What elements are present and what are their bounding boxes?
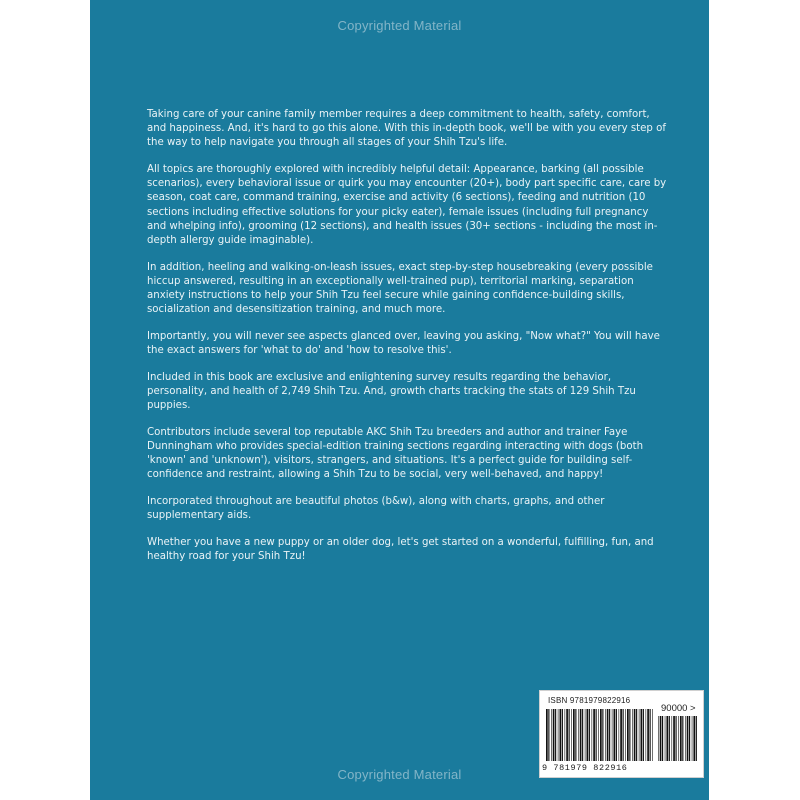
- blurb-paragraph: Contributors include several top reputable AKC Shih Tzu breeders and author and trainer Faye Dunningham who provides special-edition training sections regarding interacting with dogs (both 'known' and 'unknown'), visitors, strangers, and situations. It's a perfect guide for building self-confidence and restraint, allowing a Shih Tzu to be social, very well-behaved, and happy!: [147, 426, 644, 481]
- barcode-bar: [600, 709, 602, 761]
- barcode-bar: [687, 716, 689, 761]
- barcode-addon-bars: [658, 716, 698, 761]
- barcode-bar: [641, 709, 643, 761]
- barcode-bar: [546, 709, 548, 761]
- barcode-bar: [555, 709, 556, 761]
- barcode-bar: [593, 709, 595, 761]
- barcode-bar: [676, 716, 677, 761]
- barcode-bar: [614, 709, 616, 761]
- blurb-paragraph: Taking care of your canine family member requires a deep commitment to health, safety, comfort, and happiness. And, it's hard to go this alone. With this in-depth book, we'll be with you every step of the way to help navigate you through all stages of your Shih Tzu's life.: [147, 109, 666, 149]
- barcode-bar: [580, 709, 582, 761]
- barcode-bar: [571, 709, 572, 761]
- barcode-bar: [575, 709, 576, 761]
- barcode-bar: [623, 709, 624, 761]
- barcode-bar: [665, 716, 666, 761]
- barcode-bar: [647, 709, 649, 761]
- barcode-bar: [573, 709, 575, 761]
- barcode-bar: [585, 709, 586, 761]
- barcode-digits: 9 781979 822916: [542, 763, 628, 773]
- blurb-paragraph: Importantly, you will never see aspects glanced over, leaving you asking, "Now what?" You will have the exact answers for 'what to do' and 'how to resolve this'.: [147, 330, 660, 357]
- blurb-paragraph: Whether you have a new puppy or an older dog, let's get started on a wonderful, fulfilling, fun, and healthy road for your Shih Tzu!: [147, 536, 654, 562]
- watermark-bottom: Copyrighted Material: [337, 767, 462, 782]
- barcode-bar: [636, 709, 637, 761]
- barcode-bar: [562, 709, 563, 761]
- barcode-bar: [558, 709, 559, 761]
- barcode-bar: [607, 709, 609, 761]
- barcode-bar: [553, 709, 555, 761]
- blurb-paragraph: Included in this book are exclusive and enlightening survey results regarding the behavior, personality, and health of 2,749 Shih Tzu. And, growth charts tracking the stats of 129 Shih Tzu puppies.: [147, 371, 636, 412]
- barcode-bar: [605, 709, 606, 761]
- barcode-bar: [646, 709, 647, 761]
- barcode-bar: [685, 716, 686, 761]
- barcode-bar: [666, 716, 668, 761]
- barcode-bar: [578, 709, 579, 761]
- barcode-bar: [672, 716, 673, 761]
- barcode-bar: [589, 709, 590, 761]
- price-code: 90000 >: [661, 703, 696, 714]
- barcode-bar: [696, 716, 697, 761]
- isbn-label: ISBN 9781979822916: [548, 696, 631, 705]
- barcode-bar: [560, 709, 562, 761]
- barcode-bar: [660, 716, 662, 761]
- barcode-bar: [551, 709, 552, 761]
- barcode-bar: [650, 709, 651, 761]
- barcode-bar: [693, 716, 695, 761]
- barcode-bar: [548, 709, 549, 761]
- barcode-bar: [652, 709, 653, 761]
- barcode-bar: [602, 709, 603, 761]
- watermark-top: Copyrighted Material: [337, 18, 462, 33]
- barcode-bar: [643, 709, 644, 761]
- barcode-bar: [627, 709, 629, 761]
- barcode-bars: [546, 709, 654, 761]
- barcode-bar: [609, 709, 610, 761]
- barcode-bar: [598, 709, 599, 761]
- isbn-barcode: [539, 690, 704, 778]
- book-back-cover: [90, 0, 709, 800]
- barcode-bar: [658, 716, 659, 761]
- barcode-bar: [682, 716, 683, 761]
- barcode-bar: [582, 709, 583, 761]
- barcode-bar: [634, 709, 636, 761]
- barcode-bar: [612, 709, 613, 761]
- barcode-bar: [678, 716, 679, 761]
- barcode-bar: [616, 709, 617, 761]
- blurb-paragraph: All topics are thoroughly explored with incredibly helpful detail: Appearance, barking (all possible scenarios), every behavioral issue or quirk you may encounter (20+), body part specific care, care by season, coat care, command training, exercise and activity (6 sections), feeding and nutrition (10 sections including effective solutions for your picky eater), female issues (including full pregnancy and whelping info), grooming (12 sections), and health issues (30+ sections - including the most in-depth allergy guide imaginable).: [147, 164, 667, 247]
- barcode-bar: [669, 716, 670, 761]
- barcode-bar: [689, 716, 690, 761]
- blurb-paragraph: In addition, heeling and walking-on-leash issues, exact step-by-step housebreaking (every possible hiccup answered, resulting in an exceptionally well-trained pup), territorial marking, separation anxiety instructions to help your Shih Tzu feel secure while gaining confidence-building skills, socialization and desensitization training, and much more.: [147, 261, 653, 316]
- barcode-bar: [680, 716, 682, 761]
- blurb-paragraph: Incorporated throughout are beautiful photos (b&w), along with charts, graphs, and other supplementary aids.: [147, 495, 605, 522]
- barcode-bar: [619, 709, 620, 761]
- barcode-bar: [673, 716, 675, 761]
- barcode-bar: [692, 716, 693, 761]
- barcode-bar: [639, 709, 640, 761]
- barcode-bar: [632, 709, 633, 761]
- barcode-bar: [629, 709, 630, 761]
- barcode-bar: [592, 709, 593, 761]
- blurb-text: [147, 108, 667, 576]
- barcode-bar: [569, 709, 570, 761]
- barcode-bar: [662, 716, 663, 761]
- barcode-bar: [587, 709, 589, 761]
- barcode-bar: [625, 709, 626, 761]
- barcode-bar: [620, 709, 622, 761]
- barcode-bar: [596, 709, 597, 761]
- barcode-bar: [565, 709, 566, 761]
- barcode-bar: [566, 709, 568, 761]
